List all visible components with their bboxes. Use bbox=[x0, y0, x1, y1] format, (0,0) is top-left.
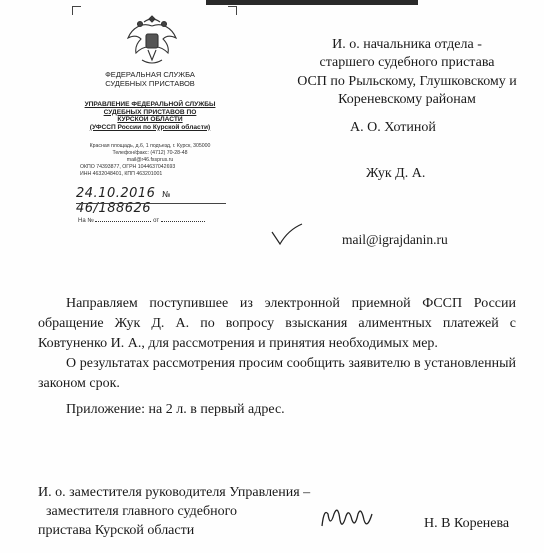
coat-of-arms-emblem bbox=[124, 10, 180, 70]
na-blank bbox=[95, 221, 151, 222]
dept-line-1: УПРАВЛЕНИЕ ФЕДЕРАЛЬНОЙ СЛУЖБЫ bbox=[84, 101, 216, 108]
addressee-name: А. О. Хотиной bbox=[350, 120, 436, 135]
body-paragraph-2: О результатах рассмотрения просим сообщить заявителю в установленный законом срок. bbox=[38, 355, 516, 391]
service-line-1: ФЕДЕРАЛЬНАЯ СЛУЖБА bbox=[105, 70, 195, 79]
body-paragraph-1: Направляем поступившее из электронной приемной ФССП России обращение Жук Д. А. по вопросу взыскания алиментных платежей с Ковтуненко И. А., для рассмотрения и принятия необходимых мер. bbox=[38, 296, 516, 351]
service-name bbox=[80, 71, 220, 88]
applicant-name: Жук Д. А. bbox=[366, 166, 426, 181]
signatory-line-3: пристава Курской области bbox=[38, 522, 195, 538]
corner-mark-tl bbox=[72, 6, 81, 15]
date-underline bbox=[76, 203, 226, 204]
letterhead-contacts bbox=[80, 143, 220, 178]
check-mark bbox=[268, 222, 304, 248]
handwritten-signature bbox=[318, 500, 380, 536]
dept-line-2: СУДЕБНЫХ ПРИСТАВОВ ПО bbox=[103, 108, 197, 116]
signatory-title bbox=[38, 484, 328, 540]
outgoing-number: 46/188626 bbox=[76, 201, 152, 216]
addressee-line-3: ОСП по Рыльскому, Глушковскому и bbox=[297, 73, 517, 89]
reference-line bbox=[78, 218, 228, 224]
outgoing-date: 24.10.2016 bbox=[76, 186, 156, 201]
applicant-email: mail@igrajdanin.ru bbox=[342, 232, 448, 247]
service-line-2: СУДЕБНЫХ ПРИСТАВОВ bbox=[105, 78, 195, 88]
handwritten-date-number bbox=[76, 186, 226, 216]
dept-line-4: (УФССП России по Курской области) bbox=[89, 123, 211, 131]
ot-label: от bbox=[153, 218, 160, 224]
registration-codes: ОКПО 74393877, ОГРН 1044637042693 bbox=[80, 164, 176, 171]
letter-body bbox=[38, 294, 516, 393]
number-label: № bbox=[162, 190, 171, 199]
address: Красная площадь, д.6, 1 подъезд, г. Курск, 305000 bbox=[89, 143, 211, 149]
dept-line-3: КУРСКОЙ ОБЛАСТИ bbox=[117, 116, 183, 124]
letterhead-email: mail@r46.fssprus.ru bbox=[126, 157, 174, 164]
signatory-line-2: заместителя главного судебного bbox=[46, 503, 237, 519]
addressee-line-2: старшего судебного пристава bbox=[319, 55, 495, 71]
inn-kpp: ИНН 4632048401, КПП 463201001 bbox=[80, 171, 163, 178]
na-label: На № bbox=[78, 218, 94, 224]
phone: Телефон/факс: (4712) 70-28-48 bbox=[112, 150, 188, 157]
department-name bbox=[80, 101, 220, 131]
signatory-line-1: И. о. заместителя руководителя Управления – bbox=[38, 485, 311, 500]
attachment-note: Приложение: на 2 л. в первый адрес. bbox=[66, 402, 285, 417]
scan-top-edge bbox=[206, 0, 418, 5]
addressee-line-1: И. о. начальника отдела - bbox=[332, 37, 482, 52]
corner-mark-tr bbox=[228, 6, 237, 15]
ot-blank bbox=[161, 221, 205, 222]
signer-name: Н. В Коренева bbox=[424, 516, 510, 531]
addressee-block bbox=[282, 36, 532, 110]
addressee-line-4: Кореневскому районам bbox=[338, 92, 476, 108]
